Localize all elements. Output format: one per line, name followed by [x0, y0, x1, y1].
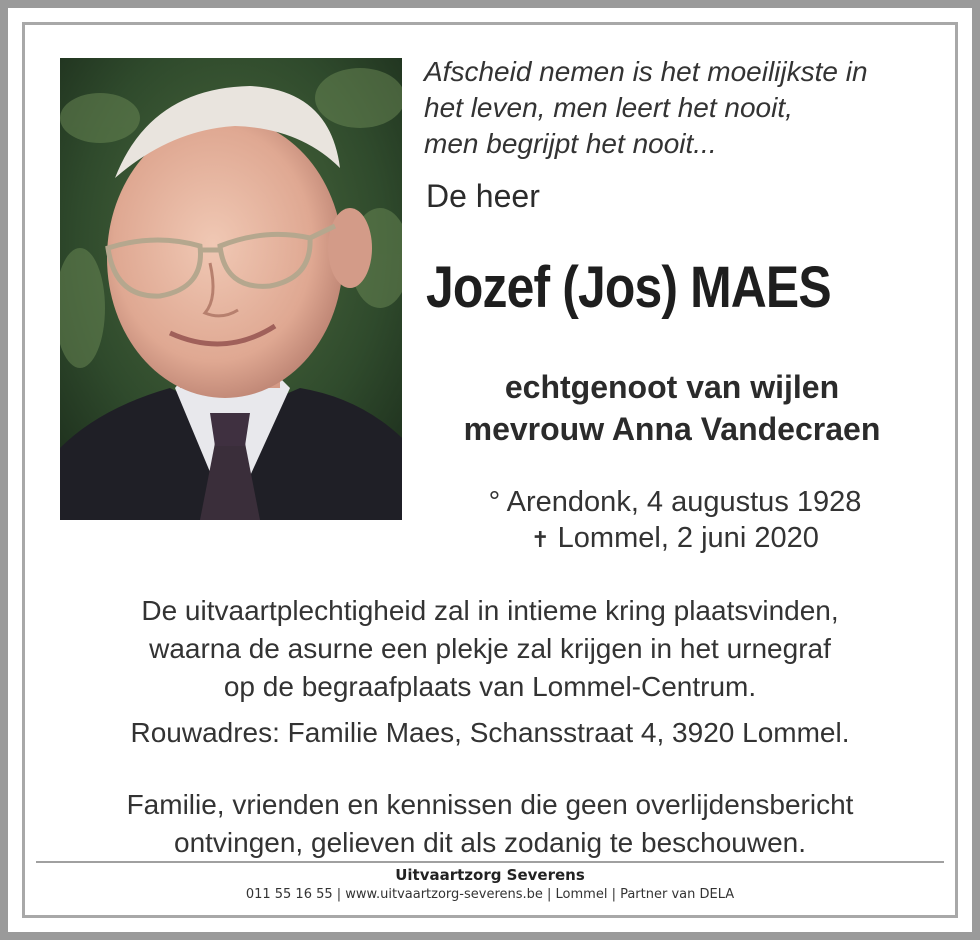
birth-symbol: °	[488, 486, 501, 518]
life-dates	[440, 484, 910, 558]
ceremony-line: waarna de asurne een plekje zal krijgen in het urnegraf	[149, 633, 831, 664]
footer-divider	[36, 861, 944, 863]
birth-row	[440, 484, 910, 520]
ceremony-line: op de begraafplaats van Lommel-Centrum.	[223, 671, 757, 702]
birth-date: Arendonk, 4 augustus 1928	[506, 486, 862, 518]
portrait-photo	[60, 58, 402, 520]
spouse-info	[412, 366, 932, 450]
funeral-home-info: 011 55 16 55 | www.uitvaartzorg-severens.be | Lommel | Partner van DELA	[245, 887, 735, 902]
ceremony-paragraph	[40, 592, 940, 706]
cross-icon: ✝	[531, 527, 550, 552]
death-row	[440, 520, 910, 558]
spouse-line: mevrouw Anna Vandecraen	[463, 411, 881, 447]
notice-paragraph	[40, 786, 940, 862]
quote-line: het leven, men leert het nooit,	[424, 92, 793, 123]
death-date: Lommel, 2 juni 2020	[557, 522, 819, 554]
deceased-name: Jozef (Jos) MAES	[426, 255, 831, 320]
notice-line: Familie, vrienden en kennissen die geen overlijdensbericht	[126, 789, 854, 820]
notice-line: ontvingen, gelieven dit als zodanig te beschouwen.	[174, 827, 806, 858]
quote-line: Afscheid nemen is het moeilijkste in	[424, 56, 868, 87]
funeral-home-name: Uitvaartzorg Severens	[395, 866, 585, 884]
quote-line: men begrijpt het nooit...	[424, 128, 717, 159]
salutation: De heer	[426, 178, 540, 214]
mourning-address: Rouwadres: Familie Maes, Schansstraat 4, 3920 Lommel.	[130, 717, 850, 748]
spouse-line: echtgenoot van wijlen	[504, 369, 840, 405]
ceremony-line: De uitvaartplechtigheid zal in intieme kring plaatsvinden,	[141, 595, 839, 626]
quote	[424, 54, 944, 162]
